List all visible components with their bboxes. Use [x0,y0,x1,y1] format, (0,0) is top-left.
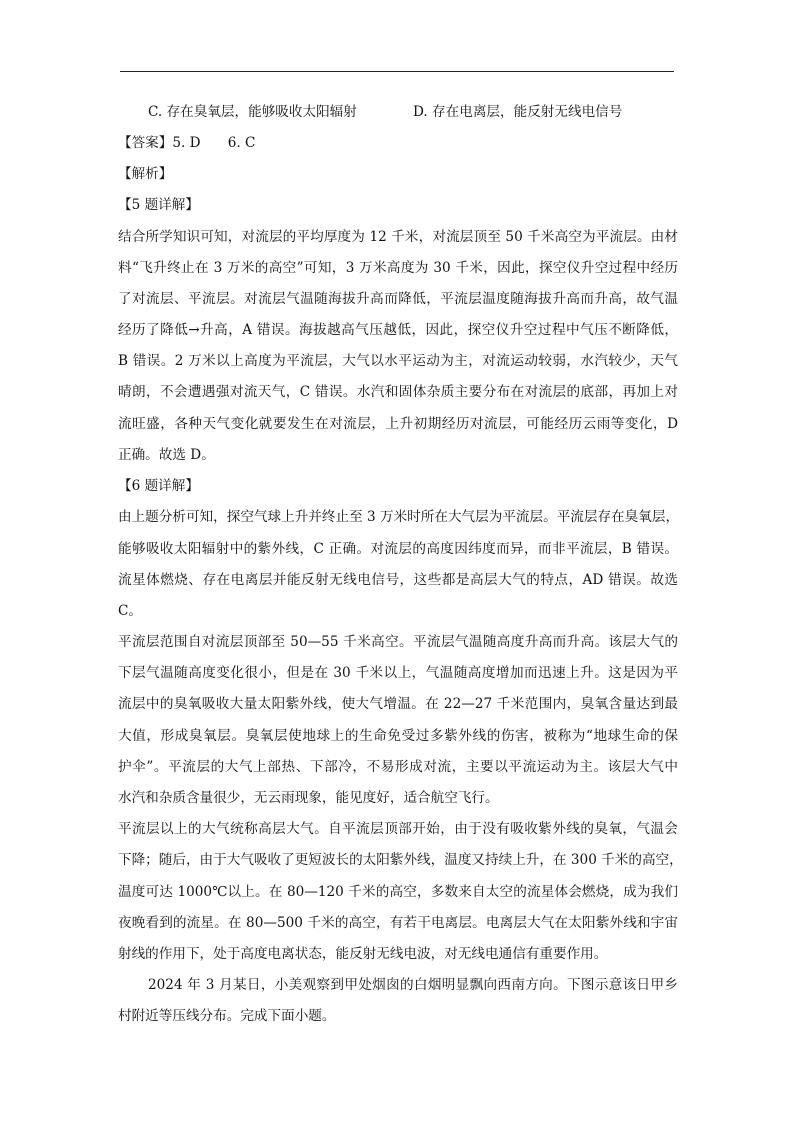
q6-line: 能够吸收太阳辐射中的紫外线，C 正确。对流层的高度因纬度而异，而非平流层，B 错误。 [118,541,678,557]
header-rule [120,71,674,72]
q5-line: 了对流层、平流层。对流层气温随海拔升高而降低，平流层温度随海拔升高而升高，故气温 [118,291,678,307]
q6-line: C。 [118,603,142,619]
upper-atmosphere-line: 平流层以上的大气统称高层大气。自平流层顶部开始，由于没有吸收紫外线的臭氧，气温会 [118,821,678,837]
stratosphere-line: 下层气温随高度变化很小，但是在 30 千米以上，气温随高度增加而迅速上升。这是因为平 [118,665,678,681]
q6-line: 由上题分析可知，探空气球上升并终止至 3 万米时所在大气层为平流层。平流层存在臭氧层， [118,509,680,525]
stratosphere-line: 流层中的臭氧吸收大量太阳紫外线，使大气增温。在 22—27 千米范围内，臭氧含量达到最 [118,696,678,712]
q5-line: 结合所学知识可知，对流层的平均厚度为 12 千米，对流层顶至 50 千米高空为平流层。由材 [118,229,678,245]
q5-line: B 错误。2 万米以上高度为平流层，大气以水平运动为主，对流运动较弱，水汽较少，天气 [118,353,678,369]
analysis-label: 【解析】 [118,166,173,182]
answer-line: 【答案】5. D 6. C [118,135,256,151]
stratosphere-line: 大值，形成臭氧层。臭氧层使地球上的生命免受过多紫外线的伤害，被称为“地球生命的保 [118,728,678,744]
upper-atmosphere-line: 下降；随后，由于大气吸收了更短波长的太阳紫外线，温度又持续上升，在 300 千米的高空， [118,852,683,868]
stratosphere-line: 护伞”。平流层的大气上部热、下部冷，不易形成对流，主要以平流运动为主。该层大气中 [118,759,678,775]
option-c: C. 存在臭氧层，能够吸收太阳辐射 [148,104,357,120]
q5-line: 料“飞升终止在 3 万米的高空”可知，3 万米高度为 30 千米，因此，探空仪升空过程中经历 [118,260,678,276]
option-d: D. 存在电离层，能反射无线电信号 [413,104,623,120]
q5-label: 【5 题详解】 [118,197,199,213]
stratosphere-line: 水汽和杂质含量很少，无云雨现象，能见度好，适合航空飞行。 [118,790,499,806]
next-question-line: 村附近等压线分布。完成下面小题。 [118,1008,336,1024]
q6-line: 流星体燃烧、存在电离层并能反射无线电信号，这些都是高层大气的特点，AD 错误。故选 [118,572,678,588]
next-question-line: 2024 年 3 月某日，小美观察到甲处烟囱的白烟明显飘向西南方向。下图示意该日甲乡 [148,977,678,993]
q5-line: 流旺盛，各种天气变化就要发生在对流层，上升初期经历对流层，可能经历云雨等变化，D [118,416,678,432]
q5-line: 正确。故选 D。 [118,447,215,463]
upper-atmosphere-line: 温度可达 1000℃以上。在 80—120 千米的高空，多数来自太空的流星体会燃烧，成为我们 [118,884,678,900]
upper-atmosphere-line: 射线的作用下，处于高度电离状态，能反射无线电波，对无线电通信有重要作用。 [118,946,608,962]
q5-line: 晴朗，不会遭遇强对流天气，C 错误。水汽和固体杂质主要分布在对流层的底部，再加上对 [118,384,678,400]
upper-atmosphere-line: 夜晚看到的流星。在 80—500 千米的高空，有若干电离层。电离层大气在太阳紫外线和宇宙 [118,915,678,931]
q5-line: 经历了降低→升高，A 错误。海拔越高气压越低，因此，探空仪升空过程中气压不断降低， [118,322,678,338]
q6-label: 【6 题详解】 [118,478,199,494]
stratosphere-line: 平流层范围自对流层顶部至 50—55 千米高空。平流层气温随高度升高而升高。该层大气的 [118,634,678,650]
